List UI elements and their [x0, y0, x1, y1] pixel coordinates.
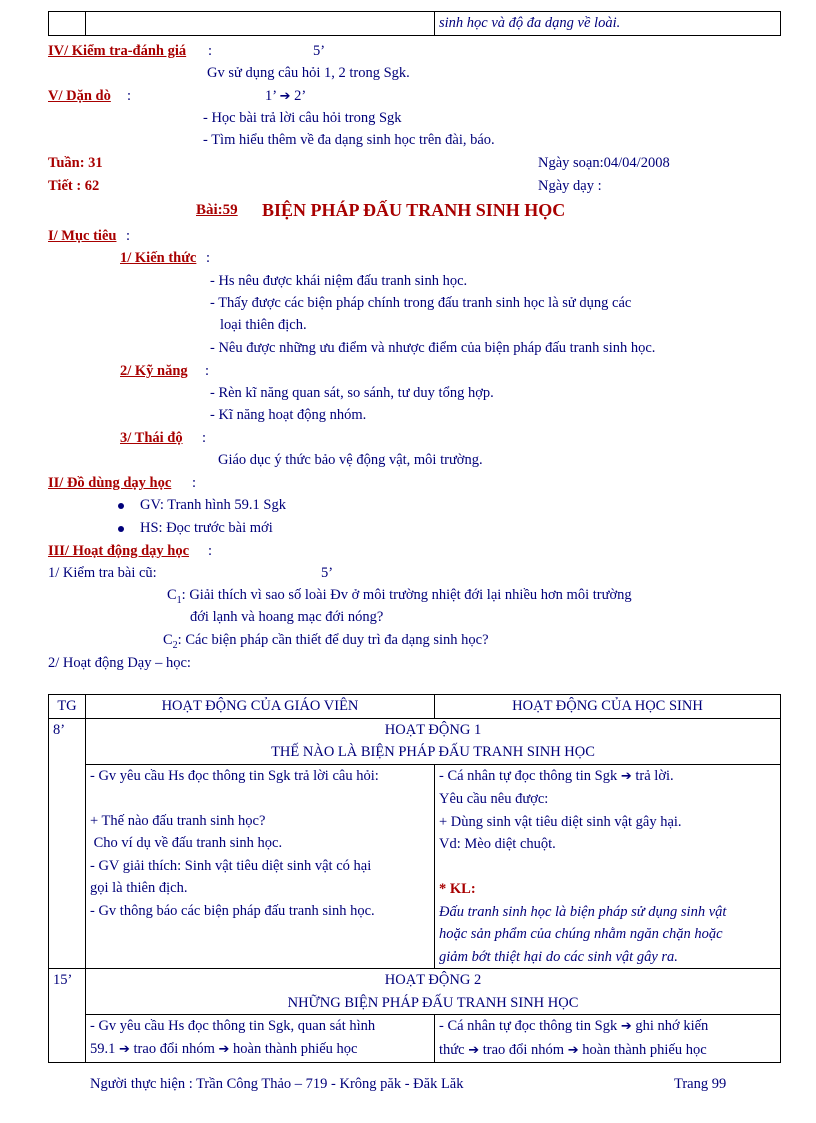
teacher-text: hoàn thành phiếu học	[233, 1040, 358, 1057]
section4-time: 5’	[313, 43, 326, 59]
time-from: 1’	[265, 88, 277, 104]
knowledge-label: 1/ Kiến thức	[120, 250, 197, 266]
arrow-right-icon: ➔	[279, 89, 291, 104]
time-to: 2’	[294, 88, 307, 104]
q-text: : Giải thích vì sao số loài Đv ở môi trường nhiệt đới lại nhiều hơn môi trường	[181, 587, 632, 603]
header-time: TG	[49, 695, 86, 719]
section5-item: - Học bài trả lời câu hỏi trong Sgk	[203, 110, 402, 126]
question-2	[163, 631, 489, 655]
compose-date: Ngày soạn:04/04/2008	[538, 155, 670, 171]
week-label: Tuần: 31	[48, 155, 103, 171]
materials-label: II/ Đồ dùng dạy học	[48, 475, 172, 491]
section5-time	[265, 87, 306, 106]
bullet-icon	[118, 526, 124, 532]
materials-item	[118, 496, 286, 514]
act2-teacher-cell	[86, 1015, 435, 1063]
student-line	[439, 1015, 776, 1039]
knowledge-item: - Nêu được những ưu điểm và nhược điểm của biện pháp đấu tranh sinh học.	[210, 340, 656, 356]
knowledge-item: loại thiên địch.	[220, 317, 307, 333]
teach-date: Ngày dạy :	[538, 178, 602, 194]
arrow-right-icon: ➔	[468, 1042, 480, 1058]
header-student: HOẠT ĐỘNG CỦA HỌC SINH	[435, 695, 781, 719]
objectives-label: I/ Mục tiêu	[48, 228, 117, 244]
check-time: 5’	[321, 565, 334, 581]
student-text: trao đổi nhóm	[482, 1041, 565, 1058]
colon: :	[208, 43, 213, 59]
bullet-icon	[118, 503, 124, 509]
teacher-line: - GV giải thích: Sinh vật tiêu diệt sinh vật có hại	[90, 857, 372, 874]
kl-label-text: * KL:	[439, 881, 476, 897]
student-line-blank	[439, 856, 776, 879]
act2-heading	[86, 969, 781, 1015]
teacher-line-blank	[90, 787, 430, 810]
arrow-right-icon: ➔	[218, 1041, 230, 1057]
table-row	[49, 718, 781, 764]
act2-subtitle: NHỮNG BIỆN PHÁP ĐẤU TRANH SINH HỌC	[287, 994, 579, 1011]
table-row	[49, 764, 781, 969]
arrow-right-icon: ➔	[620, 1019, 632, 1034]
activity-table	[48, 694, 781, 1063]
student-text: ghi nhớ kiến	[635, 1018, 709, 1034]
act1-student-cell	[435, 764, 781, 969]
kl-label	[439, 878, 776, 901]
arrow-right-icon: ➔	[620, 768, 632, 784]
materials-item-text: GV: Tranh hình 59.1 Sgk	[140, 497, 286, 513]
act1-heading	[86, 718, 781, 764]
student-line: Yêu cầu nêu được:	[439, 791, 549, 807]
student-text: thức	[439, 1041, 465, 1058]
continuation-cell-empty	[49, 12, 86, 36]
attitude-label: 3/ Thái độ	[120, 430, 183, 446]
period-label: Tiết : 62	[48, 178, 100, 194]
colon: :	[192, 475, 197, 491]
skills-label: 2/ Kỹ năng	[120, 363, 188, 379]
teacher-line: - Gv thông báo các biện pháp đấu tranh sinh học.	[90, 902, 375, 919]
teacher-text: trao đổi nhóm	[133, 1040, 215, 1057]
teacher-line: - Gv yêu cầu Hs đọc thông tin Sgk trả lời câu hỏi:	[90, 767, 379, 784]
lesson-title: BIỆN PHÁP ĐẤU TRANH SINH HỌC	[262, 200, 566, 220]
act1-time: 8’	[49, 718, 86, 969]
q-prefix: C	[167, 587, 177, 603]
section5-label: V/ Dặn dò	[48, 88, 111, 104]
teacher-text: 59.1	[90, 1040, 116, 1057]
kl-line: hoặc sản phẩm của chúng nhằm ngăn chặn hoặc	[439, 926, 723, 942]
continuation-cell-empty	[86, 12, 435, 36]
table-header-row	[49, 695, 781, 719]
teach-label: 2/ Hoạt động Dạy – học:	[48, 655, 191, 671]
skills-item: - Rèn kĩ năng quan sát, so sánh, tư duy tổng hợp.	[210, 385, 494, 401]
materials-item	[118, 519, 273, 537]
section4-label: IV/ Kiểm tra-đánh giá	[48, 43, 187, 59]
student-text: hoàn thành phiếu học	[582, 1041, 707, 1058]
colon: :	[127, 88, 132, 104]
student-line: Vd: Mèo diệt chuột.	[439, 836, 556, 852]
question-1	[167, 586, 632, 610]
continuation-table	[48, 11, 781, 36]
table-row	[49, 1015, 781, 1063]
act1-subtitle: THẾ NÀO LÀ BIỆN PHÁP ĐẤU TRANH SINH HỌC	[271, 744, 595, 760]
student-line: + Dùng sinh vật tiêu diệt sinh vật gây hại.	[439, 813, 682, 830]
student-text: - Cá nhân tự đọc thông tin Sgk	[439, 767, 618, 784]
act1-title: HOẠT ĐỘNG 1	[384, 721, 482, 738]
colon: :	[205, 363, 210, 379]
footer-author: Người thực hiện : Trần Công Thảo – 719 - Krông păk - Đăk Lăk	[90, 1076, 464, 1092]
q-text: : Các biện pháp cần thiết để duy trì đa dạng sinh học?	[177, 632, 489, 648]
teacher-line	[90, 1038, 430, 1062]
act2-title: HOẠT ĐỘNG 2	[384, 972, 482, 988]
colon: :	[126, 228, 131, 244]
knowledge-item: - Hs nêu được khái niệm đấu tranh sinh học.	[210, 273, 468, 289]
knowledge-item: - Thấy được các biện pháp chính trong đấu tranh sinh học là sử dụng các	[210, 295, 632, 311]
attitude-text: Giáo dục ý thức bảo vệ động vật, môi trường.	[218, 452, 483, 468]
arrow-right-icon: ➔	[119, 1041, 130, 1057]
kl-line: giảm bớt thiệt hại do các sinh vật gây ra.	[439, 948, 678, 965]
q-prefix: C	[163, 632, 173, 648]
colon: :	[202, 430, 207, 446]
check-label: 1/ Kiểm tra bài cũ:	[48, 565, 157, 581]
materials-item-text: HS: Đọc trước bài mới	[140, 520, 273, 536]
table-row	[49, 969, 781, 1015]
lesson-number: Bài:59	[196, 202, 238, 218]
teacher-line: + Thế nào đấu tranh sinh học?	[90, 812, 266, 829]
section5-item: - Tìm hiểu thêm về đa dạng sinh học trên đài, báo.	[203, 132, 495, 148]
student-line	[439, 1039, 776, 1063]
arrow-right-icon: ➔	[567, 1042, 579, 1058]
skills-item: - Kĩ năng hoạt động nhóm.	[210, 407, 367, 423]
teacher-line: gọi là thiên địch.	[90, 880, 188, 896]
teacher-line: - Gv yêu cầu Hs đọc thông tin Sgk, quan sát hình	[90, 1018, 376, 1034]
section4-line: Gv sử dụng câu hỏi 1, 2 trong Sgk.	[207, 65, 410, 81]
colon: :	[206, 250, 211, 266]
q-sub: 2	[172, 639, 178, 651]
act1-teacher-cell	[86, 764, 435, 969]
student-line	[439, 765, 776, 789]
kl-line: Đấu tranh sinh học là biện pháp sử dụng sinh vật	[439, 903, 727, 920]
activities-label: III/ Hoạt động dạy học	[48, 543, 190, 559]
footer-page: Trang 99	[674, 1076, 727, 1092]
question-1-cont: đới lạnh và hoang mạc đới nóng?	[190, 609, 384, 625]
student-text: - Cá nhân tự đọc thông tin Sgk	[439, 1018, 618, 1034]
act2-student-cell	[435, 1015, 781, 1063]
continuation-cell-text: sinh học và độ đa dạng về loài.	[435, 12, 781, 36]
teacher-line: Cho ví dụ về đấu tranh sinh học.	[90, 835, 283, 851]
student-text: trả lời.	[635, 767, 674, 784]
q-sub: 1	[176, 594, 182, 606]
header-teacher: HOẠT ĐỘNG CỦA GIÁO VIÊN	[86, 695, 435, 719]
act2-time: 15’	[49, 969, 86, 1063]
colon: :	[208, 543, 213, 559]
